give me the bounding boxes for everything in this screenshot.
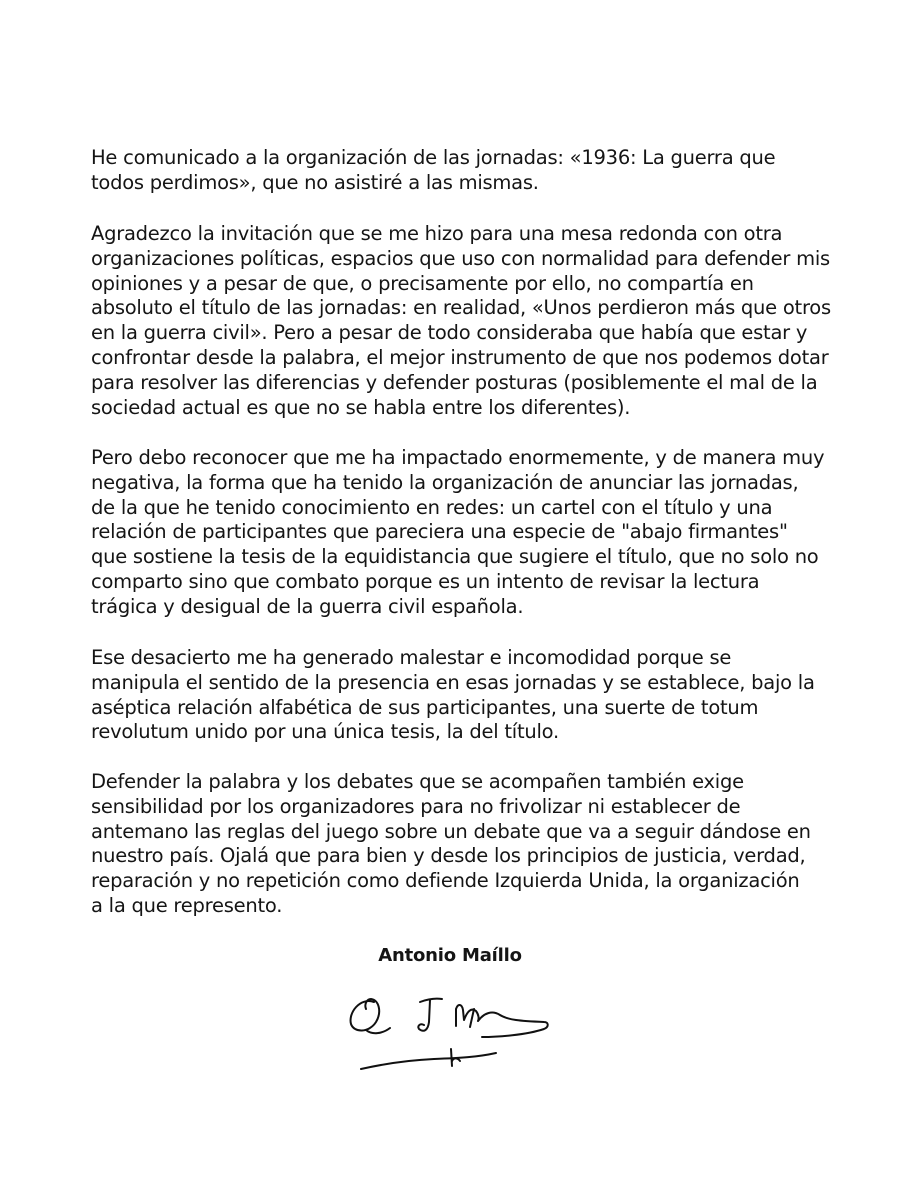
text-line: Pero debo reconocer que me ha impactado enormemente, y de manera muy [91, 446, 825, 469]
text-line: confrontar desde la palabra, el mejor instrumento de que nos podemos dotar [91, 345, 829, 369]
text-line: Ese desacierto me ha generado malestar e incomodidad porque se [91, 646, 732, 669]
text-line: negativa, la forma que ha tenido la organización de anunciar las jornadas, [91, 470, 799, 494]
text-line: reparación y no repetición como defiende Izquierda Unida, la organización [91, 869, 800, 893]
text-line: absoluto el título de las jornadas: en realidad, «Unos perdieron más que otros [91, 296, 831, 320]
text-line: manipula el sentido de la presencia en esas jornadas y se establece, bajo la [91, 670, 815, 694]
paragraph-4 [91, 646, 815, 745]
text-line: organizaciones políticas, espacios que uso con normalidad para defender mis [91, 246, 830, 270]
text-line: Agradezco la invitación que se me hizo para una mesa redonda con otra [91, 222, 783, 245]
text-line: sociedad actual es que no se habla entre los diferentes). [91, 395, 631, 419]
signature-icon [330, 975, 570, 1085]
text-line: que sostiene la tesis de la equidistancia que sugiere el título, que no solo no [91, 545, 819, 569]
signer-name: Antonio Maíllo [378, 945, 522, 966]
text-line: sensibilidad por los organizadores para no frivolizar ni establecer de [91, 794, 741, 818]
text-line: aséptica relación alfabética de sus participantes, una suerte de totum [91, 695, 759, 719]
text-line: todos perdimos», que no asistiré a las mismas. [91, 170, 539, 194]
text-line: para resolver las diferencias y defender posturas (posiblemente el mal de la [91, 370, 818, 394]
text-line: comparto sino que combato porque es un intento de revisar la lectura [91, 569, 760, 593]
text-line: relación de participantes que pareciera una especie de "abajo firmantes" [91, 520, 788, 544]
text-line: en la guerra civil». Pero a pesar de todo consideraba que había que estar y [91, 321, 808, 345]
text-line: a la que represento. [91, 893, 283, 917]
paragraph-1 [91, 146, 775, 196]
text-line: antemano las reglas del juego sobre un debate que va a seguir dándose en [91, 819, 811, 843]
text-line: Defender la palabra y los debates que se acompañen también exige [91, 770, 744, 793]
paragraph-5 [91, 770, 811, 919]
paragraph-2 [91, 222, 831, 420]
text-line: trágica y desigual de la guerra civil española. [91, 594, 524, 618]
text-line: de la que he tenido conocimiento en redes: un cartel con el título y una [91, 495, 773, 519]
paragraph-3 [91, 446, 824, 620]
text-line: He comunicado a la organización de las jornadas: «1936: La guerra que [91, 146, 776, 169]
text-line: revolutum unido por una única tesis, la del título. [91, 720, 559, 744]
text-line: opiniones y a pesar de que, o precisamente por ello, no compartía en [91, 271, 754, 295]
text-line: nuestro país. Ojalá que para bien y desde los principios de justicia, verdad, [91, 844, 806, 868]
